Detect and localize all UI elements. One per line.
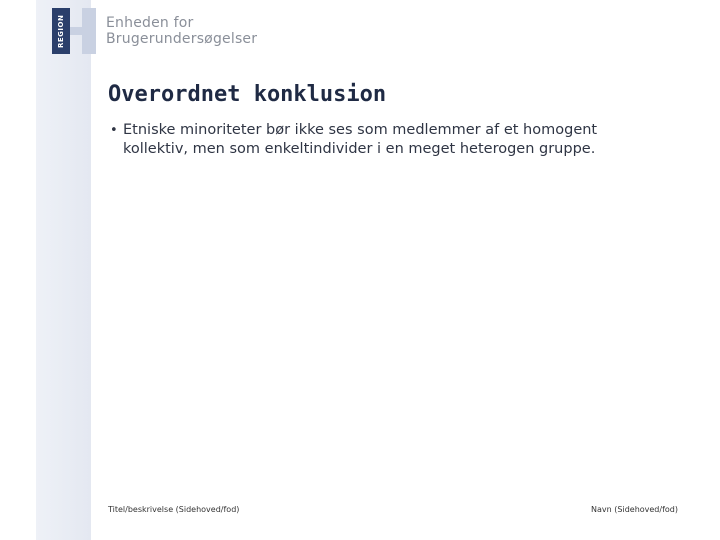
org-name (106, 15, 257, 47)
bullet-item (110, 121, 690, 159)
side-band (36, 0, 91, 540)
logo-right-post (82, 8, 96, 54)
slide-content (110, 121, 690, 159)
region-logo (52, 8, 96, 54)
org-name-line2: Brugerundersøgelser (106, 31, 258, 47)
bullet-dot-icon: • (110, 123, 118, 138)
footer-left: Titel/beskrivelse (Sidehoved/fod) (108, 505, 240, 514)
slide-title: Overordnet konklusion (108, 82, 387, 107)
logo-left-post (52, 8, 70, 54)
logo-text: REGION (57, 14, 65, 48)
footer-right: Navn (Sidehoved/fod) (591, 505, 678, 514)
bullet-line-1: Etniske minoriteter bør ikke ses som medlemmer af et homogent (123, 122, 598, 138)
logo-crossbar (70, 27, 82, 35)
org-name-line1: Enheden for (106, 15, 194, 31)
bullet-line-2: kollektiv, men som enkeltindivider i en meget heterogen gruppe. (123, 141, 596, 157)
